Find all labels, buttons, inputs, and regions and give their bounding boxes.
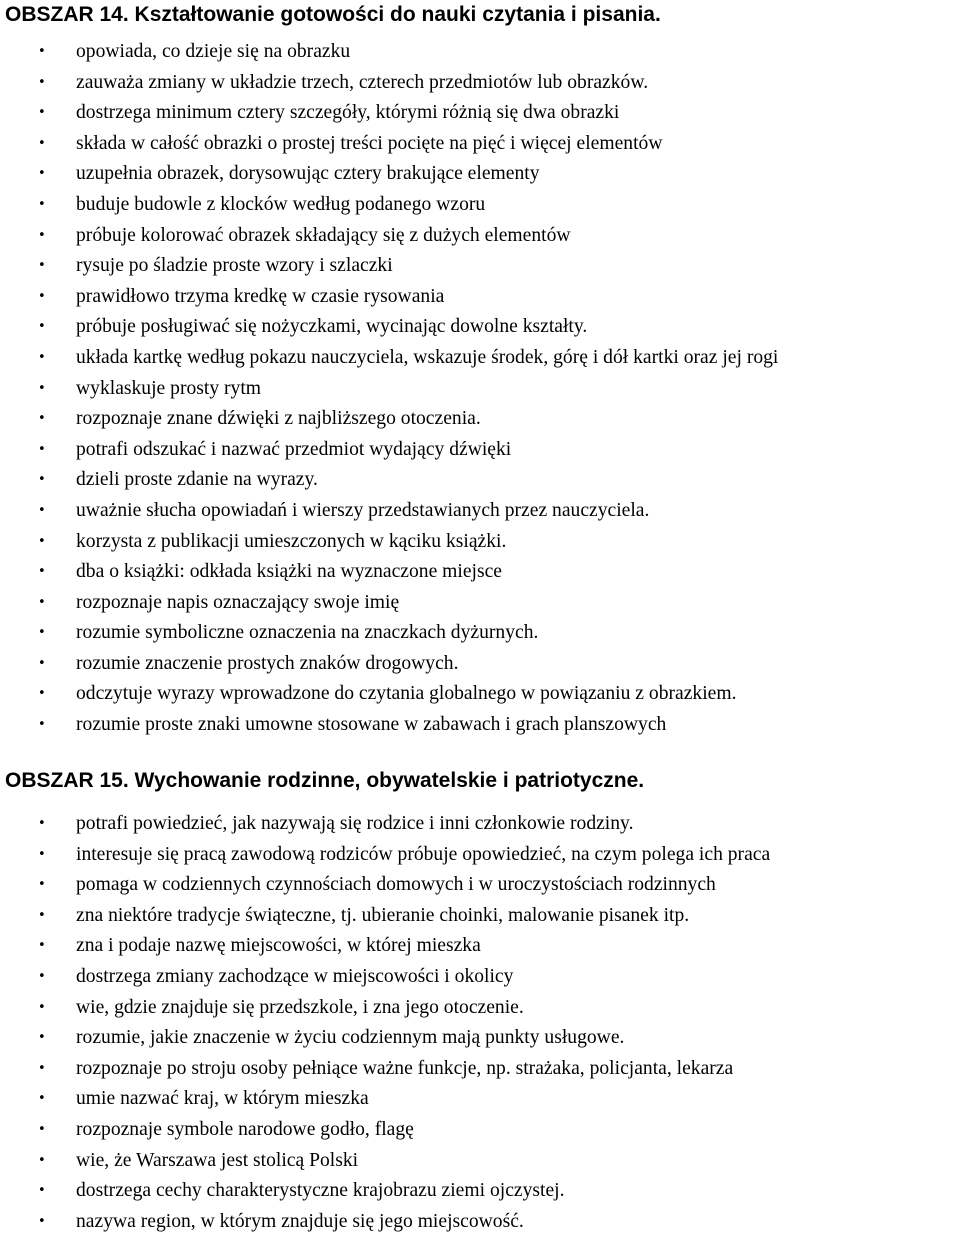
list-item-text: wie, że Warszawa jest stolicą Polski: [76, 1149, 359, 1171]
list-item-text: umie nazwać kraj, w którym mieszka: [76, 1088, 369, 1110]
list-item-text: dba o książki: odkłada książki na wyznaczone miejsce: [76, 561, 503, 583]
bullet-icon: •: [38, 816, 46, 831]
bullet-icon: •: [38, 846, 46, 862]
bullet-icon: •: [38, 227, 46, 243]
bullet-icon: •: [38, 44, 46, 59]
bullet-icon: •: [38, 1030, 46, 1046]
section-heading-obszar-15: OBSZAR 15. Wychowanie rodzinne, obywatelskie i patriotyczne.: [5, 769, 645, 792]
list-item-text: pomaga w codziennych czynnościach domowych i w uroczystościach rodzinnych: [76, 874, 716, 896]
list-item-text: próbuje kolorować obrazek składający się z dużych elementów: [76, 224, 571, 246]
list-item-text: wie, gdzie znajduje się przedszkole, i zna jego otoczenie.: [76, 996, 524, 1018]
list-item-text: potrafi odszukać i nazwać przedmiot wydający dźwięki: [76, 438, 512, 460]
list-item-text: wyklaskuje prosty rytm: [76, 377, 262, 399]
bullet-icon: •: [38, 258, 46, 274]
list-item-text: dostrzega minimum cztery szczegóły, którymi różnią się dwa obrazki: [76, 102, 620, 124]
bullet-icon: •: [38, 655, 46, 671]
bullet-icon: •: [38, 411, 46, 427]
bullet-icon: •: [38, 686, 46, 702]
bullet-icon: •: [38, 288, 46, 304]
list-item-text: rozumie symboliczne oznaczenia na znaczkach dyżurnych.: [76, 622, 539, 644]
bullet-icon: •: [38, 1091, 46, 1107]
bullet-icon: •: [38, 564, 46, 580]
bullet-icon: •: [38, 105, 46, 121]
bullet-icon: •: [38, 533, 46, 549]
bullet-icon: •: [38, 74, 46, 90]
list-item-text: korzysta z publikacji umieszczonych w kąciku książki.: [76, 530, 507, 552]
bullet-icon: •: [38, 717, 46, 733]
bullet-icon: •: [38, 968, 46, 984]
list-item-text: układa kartkę według pokazu nauczyciela, wskazuje środek, górę i dół kartki oraz jej rogi: [76, 346, 779, 368]
bullet-icon: •: [38, 319, 46, 335]
bullet-icon: •: [38, 135, 46, 151]
list-item-text: interesuje się pracą zawodową rodziców próbuje opowiedzieć, na czym polega ich praca: [76, 843, 771, 865]
list-item-text: zna i podaje nazwę miejscowości, w której mieszka: [76, 935, 481, 957]
list-item-text: opowiada, co dzieje się na obrazku: [76, 41, 351, 62]
bullet-icon: •: [38, 380, 46, 396]
section-heading-obszar-14: OBSZAR 14. Kształtowanie gotowości do nauki czytania i pisania.: [5, 3, 661, 26]
bullet-icon: •: [38, 999, 46, 1015]
list-item-text: składa w całość obrazki o prostej treści pocięte na pięć i więcej elementów: [76, 132, 663, 154]
list-item-text: zna niektóre tradycje świąteczne, tj. ubieranie choinki, malowanie pisanek itp.: [76, 904, 690, 926]
list-item-text: zauważa zmiany w układzie trzech, czterech przedmiotów lub obrazków.: [76, 71, 649, 93]
bullet-icon: •: [38, 1060, 46, 1076]
bullet-icon: •: [38, 472, 46, 488]
bullet-icon: •: [38, 1183, 46, 1199]
bullet-icon: •: [38, 907, 46, 923]
bullet-icon: •: [38, 1121, 46, 1137]
bullet-icon: •: [38, 594, 46, 610]
list-item-text: rozpoznaje symbole narodowe godło, flagę: [76, 1118, 414, 1140]
bullet-icon: •: [38, 938, 46, 954]
list-item-text: rozumie znaczenie prostych znaków drogowych.: [76, 652, 459, 674]
list-item-text: próbuje posługiwać się nożyczkami, wycinając dowolne kształty.: [76, 316, 588, 338]
bullet-icon: •: [38, 1213, 46, 1229]
list-item-text: potrafi powiedzieć, jak nazywają się rodzice i inni członkowie rodziny.: [76, 813, 634, 834]
bullet-icon: •: [38, 441, 46, 457]
bullet-icon: •: [38, 625, 46, 641]
bullet-icon: •: [38, 349, 46, 365]
list-item-text: rozpoznaje napis oznaczający swoje imię: [76, 591, 400, 613]
bullet-icon: •: [38, 166, 46, 182]
bullet-icon: •: [38, 196, 46, 212]
list-item-text: rozpoznaje po stroju osoby pełniące ważne funkcje, np. strażaka, policjanta, lekarza: [76, 1057, 734, 1079]
list-item-text: buduje budowle z klocków według podanego wzoru: [76, 193, 486, 215]
bullet-icon: •: [38, 877, 46, 893]
list-item-text: prawidłowo trzyma kredkę w czasie rysowania: [76, 285, 445, 307]
list-item-text: uzupełnia obrazek, dorysowując cztery brakujące elementy: [76, 163, 540, 185]
list-item-text: rozumie, jakie znaczenie w życiu codziennym mają punkty usługowe.: [76, 1027, 625, 1049]
list-item-text: dzieli proste zdanie na wyrazy.: [76, 469, 318, 491]
list-item-text: nazywa region, w którym znajduje się jego miejscowość.: [76, 1210, 524, 1232]
list-item-text: odczytuje wyrazy wprowadzone do czytania globalnego w powiązaniu z obrazkiem.: [76, 683, 737, 705]
list-item-text: rozpoznaje znane dźwięki z najbliższego otoczenia.: [76, 408, 481, 430]
bullet-icon: •: [38, 502, 46, 518]
bullet-icon: •: [38, 1152, 46, 1168]
list-item-text: rysuje po śladzie proste wzory i szlaczki: [76, 255, 393, 277]
list-item-text: dostrzega zmiany zachodzące w miejscowości i okolicy: [76, 965, 514, 987]
list-item-text: rozumie proste znaki umowne stosowane w zabawach i grach planszowych: [76, 714, 667, 736]
list-item-text: dostrzega cechy charakterystyczne krajobrazu ziemi ojczystej.: [76, 1180, 565, 1202]
list-item-text: uważnie słucha opowiadań i wierszy przedstawianych przez nauczyciela.: [76, 499, 650, 521]
